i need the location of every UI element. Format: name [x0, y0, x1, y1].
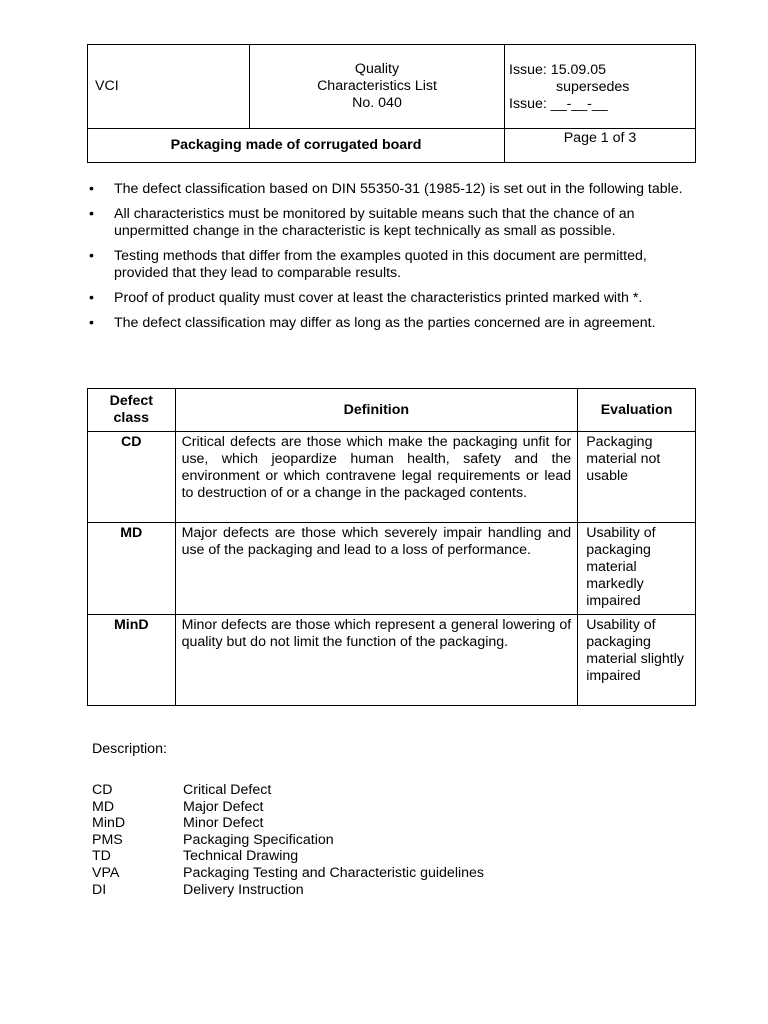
abbreviation-meaning: Technical Drawing	[183, 848, 299, 865]
abbreviation-list	[92, 782, 484, 898]
bullet-icon: •	[89, 290, 94, 306]
abbreviation-meaning: Minor Defect	[183, 815, 264, 832]
bullet-item	[87, 248, 699, 282]
bullet-list	[87, 181, 699, 340]
subject-title: Packaging made of corrugated board	[88, 129, 505, 163]
evaluation-cell: Usability of packaging material markedly impaired	[578, 523, 696, 615]
list-item	[92, 782, 484, 799]
definition-cell: Minor defects are those which represent a general lowering of quality but do not limit the function of the packaging.	[175, 615, 578, 706]
col-header-defect-class	[88, 389, 176, 432]
bullet-text: All characteristics must be monitored by suitable means such that the chance of an unpermitted change in the characteristic is kept technically as small as possible.	[114, 206, 635, 239]
doc-title-cell	[249, 45, 504, 129]
bullet-item	[87, 315, 699, 332]
bullet-icon: •	[89, 315, 94, 331]
abbreviation: TD	[92, 848, 111, 865]
evaluation-cell: Usability of packaging material slightly impaired	[578, 615, 696, 706]
bullet-text: Proof of product quality must cover at least the characteristics printed marked with *.	[114, 290, 643, 306]
list-item	[92, 882, 484, 899]
abbreviation: MinD	[92, 815, 126, 832]
org-name: VCI	[95, 78, 119, 94]
defect-class-cell: MD	[88, 523, 176, 615]
doc-title-line3: No. 040	[352, 95, 402, 111]
definition-cell: Critical defects are those which make the packaging unfit for use, which jeopardize human health, safety and the environment or which contravene legal requirements or lead to destruction of or a change in the packaged contents.	[175, 432, 578, 523]
issue-previous: Issue: __-__-__	[509, 96, 608, 112]
bullet-icon: •	[89, 181, 94, 197]
bullet-text: The defect classification may differ as long as the parties concerned are in agreement.	[114, 315, 656, 331]
bullet-icon: •	[89, 206, 94, 222]
doc-title-line2: Characteristics List	[317, 78, 437, 94]
list-item	[92, 815, 484, 832]
abbreviation-meaning: Packaging Testing and Characteristic guidelines	[183, 864, 485, 881]
table-header-row	[88, 389, 696, 432]
bullet-text: Testing methods that differ from the examples quoted in this document are permitted, provided that they lead to comparable results.	[114, 248, 647, 281]
abbreviation: VPA	[92, 864, 120, 881]
abbreviation-meaning: Major Defect	[183, 798, 264, 815]
org-cell	[88, 45, 250, 129]
defect-class-cell: CD	[88, 432, 176, 523]
bullet-item	[87, 206, 699, 240]
col-header-definition: Definition	[175, 389, 578, 432]
page-number: Page 1 of 3	[505, 129, 696, 163]
abbreviation-meaning: Packaging Specification	[183, 831, 334, 848]
list-item	[92, 848, 484, 865]
defect-class-cell: MinD	[88, 615, 176, 706]
table-row	[88, 523, 696, 615]
table-row	[88, 615, 696, 706]
definition-cell: Major defects are those which severely impair handling and use of the packaging and lead to a loss of performance.	[175, 523, 578, 615]
issue-cell	[505, 45, 696, 129]
document-header	[87, 44, 696, 163]
bullet-icon: •	[89, 248, 94, 264]
doc-title-line1: Quality	[354, 61, 400, 77]
description-heading: Description:	[92, 741, 167, 757]
defect-class-table	[87, 388, 696, 706]
bullet-item	[87, 290, 699, 307]
evaluation-cell: Packaging material not usable	[578, 432, 696, 523]
issue-date: Issue: 15.09.05	[509, 62, 607, 78]
supersedes-label: supersedes	[556, 79, 630, 95]
list-item	[92, 865, 484, 882]
bullet-item	[87, 181, 699, 198]
col-header-evaluation: Evaluation	[578, 389, 696, 432]
table-row	[88, 432, 696, 523]
abbreviation: MD	[92, 798, 115, 815]
abbreviation-meaning: Delivery Instruction	[183, 881, 304, 898]
list-item	[92, 832, 484, 849]
list-item	[92, 799, 484, 816]
abbreviation: CD	[92, 782, 113, 798]
bullet-text: The defect classification based on DIN 55350-31 (1985-12) is set out in the following table.	[114, 181, 683, 197]
abbreviation-meaning: Critical Defect	[183, 782, 272, 798]
col-header-text: Defect class	[109, 393, 153, 426]
abbreviation: DI	[92, 881, 107, 898]
abbreviation: PMS	[92, 831, 123, 848]
